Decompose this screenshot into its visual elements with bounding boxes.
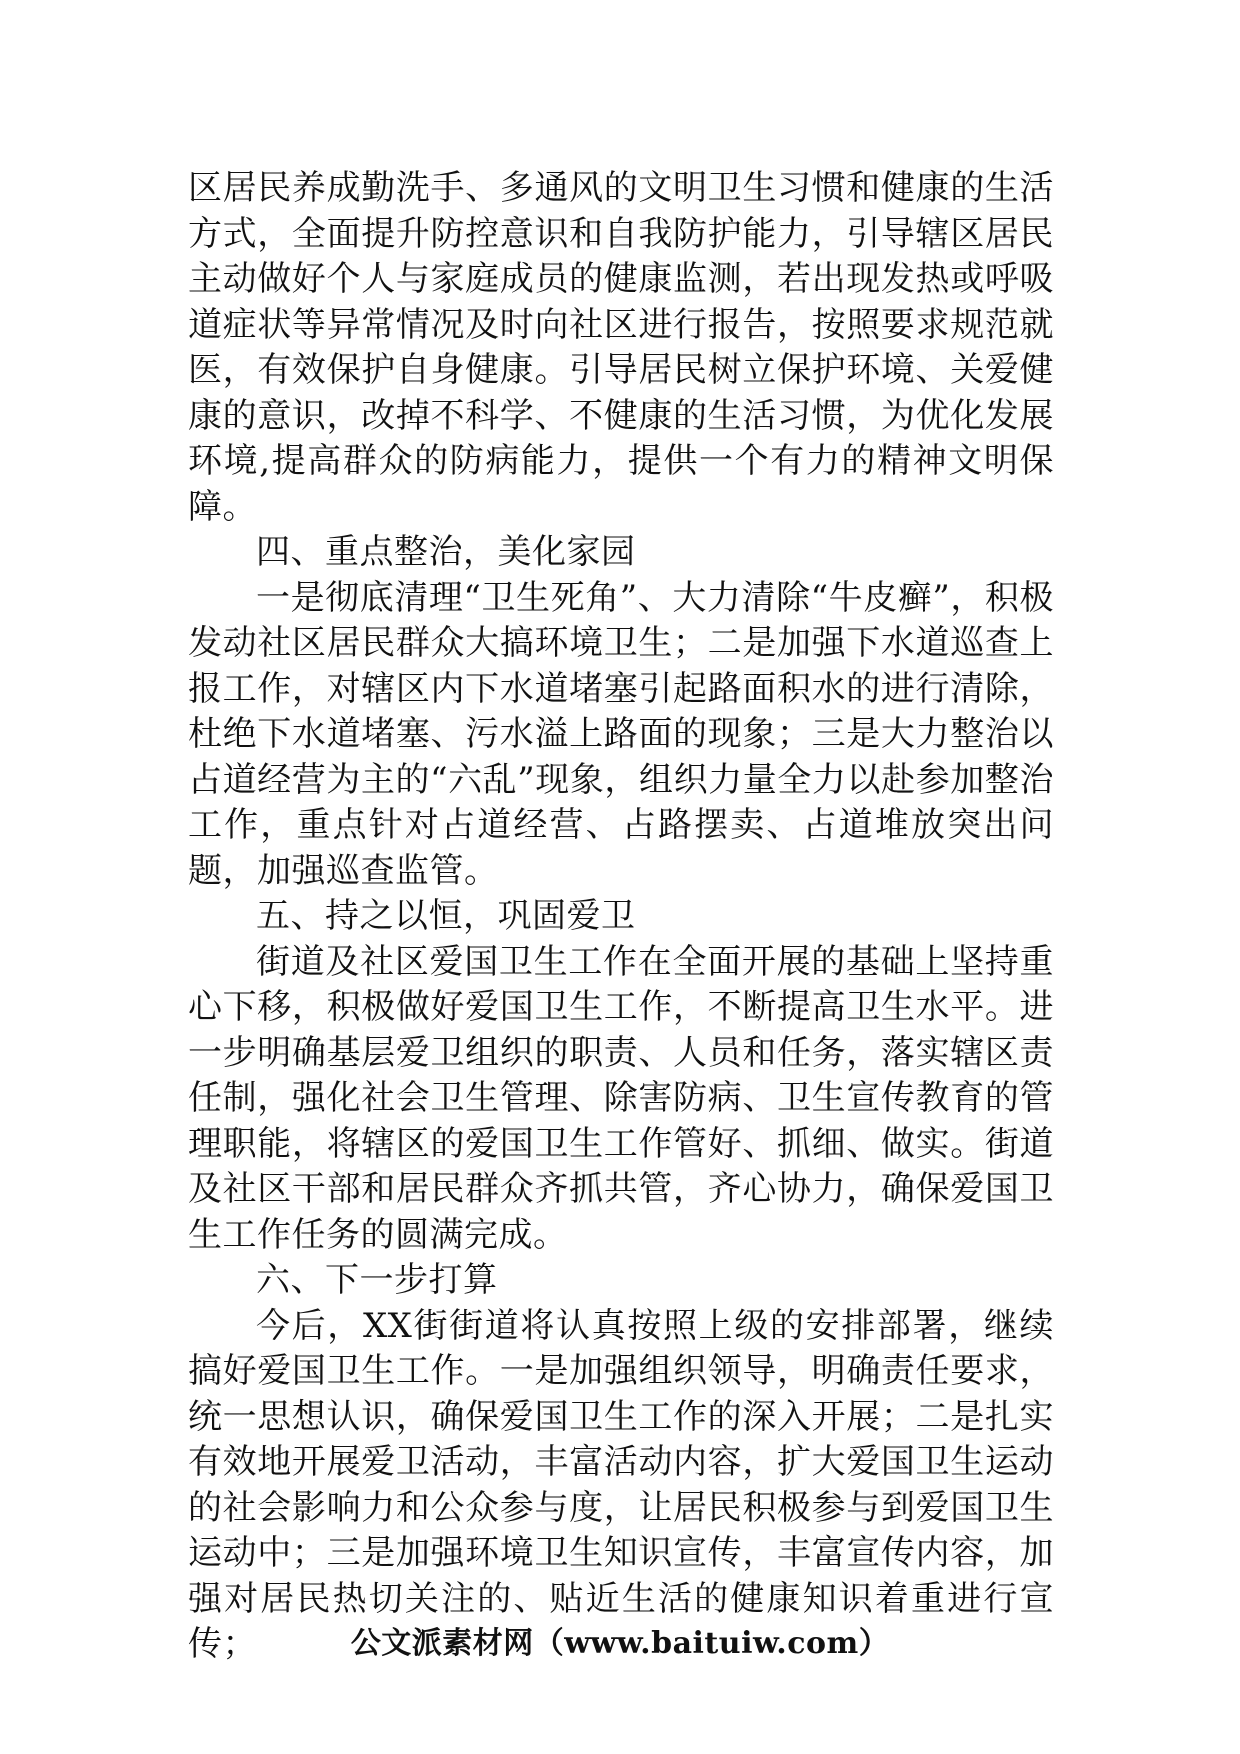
paragraph-continuation: 区居民养成勤洗手、多通风的文明卫生习惯和健康的生活方式，全面提升防控意识和自我防护能力，引导辖区居民主动做好个人与家庭成员的健康监测，若出现发热或呼吸道症状等异常情况及时向社区进行报告，按照要求规范就医，有效保护自身健康。引导居民树立保护环境、关爱健康的意识，改掉不科学、不健康的生活习惯，为优化发展环境,提高群众的防病能力，提供一个有力的精神文明保障。 — [188, 168, 1054, 527]
document-body — [188, 166, 1054, 1668]
section-heading-5: 五、持之以恒，巩固爱卫 — [256, 896, 636, 936]
section-heading-4: 四、重点整治，美化家园 — [256, 532, 636, 572]
paragraph-section-4: 一是彻底清理“卫生死角”、大力清除“牛皮癣”，积极发动社区居民群众大搞环境卫生；二是加强下水道巡查上报工作，对辖区内下水道堵塞引起路面积水的进行清除，杜绝下水道堵塞、污水溢上路面的现象；三是大力整治以占道经营为主的“六乱”现象，组织力量全力以赴参加整治工作，重点针对占道经营、占路摆卖、占道堆放突出问题，加强巡查监管。 — [188, 577, 1054, 891]
section-heading-6: 六、下一步打算 — [256, 1260, 498, 1300]
footer-watermark: 公文派素材网（www.baituiw.com） — [350, 1626, 890, 1661]
paragraph-section-6: 今后，XX街街道将认真按照上级的安排部署，继续搞好爱国卫生工作。一是加强组织领导，明确责任要求，统一思想认识，确保爱国卫生工作的深入开展；二是扎实有效地开展爱卫活动，丰富活动内容，扩大爱国卫生运动的社会影响力和公众参与度，让居民积极参与到爱国卫生运动中；三是加强环境卫生知识宣传，丰富宣传内容，加强对居民热切关注的、贴近生活的健康知识着重进行宣传； — [188, 1305, 1054, 1664]
paragraph-section-5: 街道及社区爱国卫生工作在全面开展的基础上坚持重心下移，积极做好爱国卫生工作，不断提高卫生水平。进一步明确基层爱卫组织的职责、人员和任务，落实辖区责任制，强化社会卫生管理、除害防病、卫生宣传教育的管理职能，将辖区的爱国卫生工作管好、抓细、做实。街道及社区干部和居民群众齐抓共管，齐心协力，确保爱国卫生工作任务的圆满完成。 — [188, 941, 1054, 1255]
